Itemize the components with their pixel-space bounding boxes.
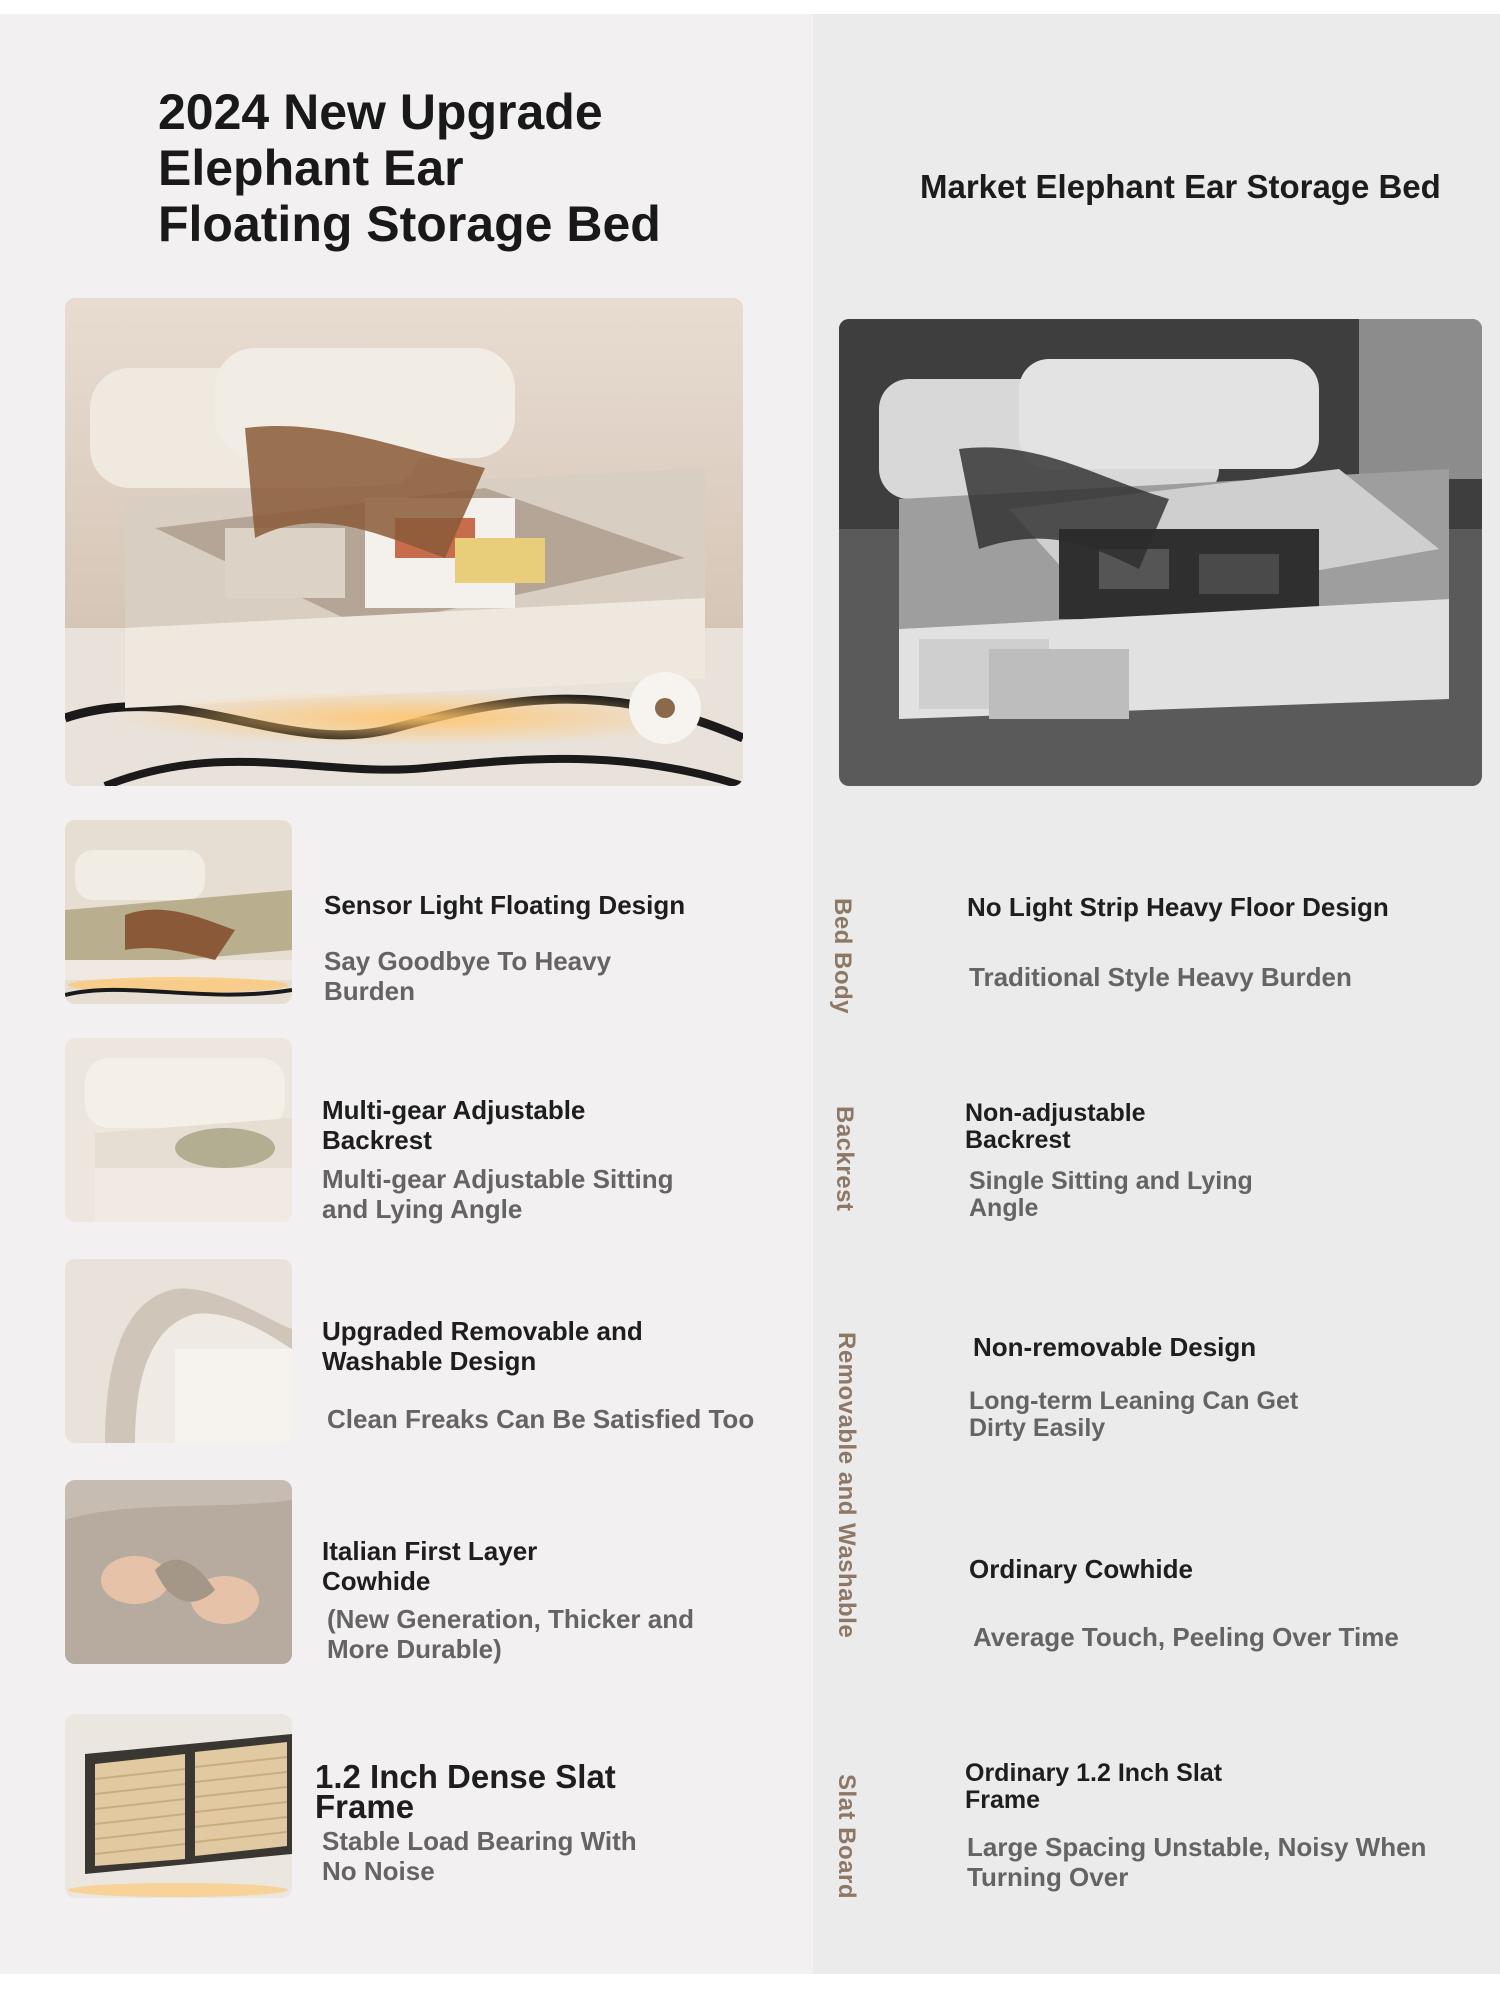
market-feature-title: Ordinary 1.2 Inch Slat Frame (965, 1759, 1223, 1814)
hero-market-bed-image (839, 319, 1482, 786)
market-feature-desc: Traditional Style Heavy Burden (969, 962, 1352, 992)
new-feature-desc: Stable Load Bearing With No Noise (322, 1826, 637, 1886)
hero-new-bed-image (65, 298, 743, 786)
new-feature-desc: Say Goodbye To Heavy Burden (324, 946, 612, 1006)
thumb-leather-cowhide (65, 1480, 292, 1664)
market-feature-title: Non-adjustable Backrest (965, 1099, 1146, 1154)
new-feature-title: Upgraded Removable and Washable Design (322, 1316, 643, 1376)
thumb-floating-bed (65, 820, 292, 1004)
category-label: Slat Board (833, 1774, 860, 1900)
new-feature-title: Italian First Layer Cowhide (322, 1536, 538, 1596)
thumb-slat-frame (65, 1714, 292, 1898)
new-feature-title: Multi-gear Adjustable Backrest (322, 1095, 586, 1155)
market-feature-desc: Average Touch, Peeling Over Time (973, 1622, 1399, 1652)
page-title: 2024 New Upgrade Elephant Ear Floating Storage Bed (158, 84, 661, 252)
market-feature-desc: Single Sitting and Lying Angle (969, 1167, 1253, 1222)
new-feature-desc: Multi-gear Adjustable Sitting and Lying Angle (322, 1164, 674, 1224)
category-label: Bed Body (829, 898, 856, 1015)
thumb-removable-cover (65, 1259, 292, 1443)
new-feature-desc: (New Generation, Thicker and More Durable) (327, 1604, 694, 1664)
new-feature-title: 1.2 Inch Dense Slat Frame (315, 1758, 616, 1825)
market-feature-desc: Long-term Leaning Can Get Dirty Easily (969, 1387, 1299, 1442)
category-label: Removable and Washable (833, 1332, 860, 1639)
market-feature-desc: Large Spacing Unstable, Noisy When Turning Over (967, 1832, 1427, 1892)
market-feature-title: Non-removable Design (973, 1332, 1257, 1362)
thumb-backrest (65, 1038, 292, 1222)
new-feature-title: Sensor Light Floating Design (324, 890, 686, 920)
market-product-panel (813, 14, 1500, 1974)
comparison-page (0, 14, 1500, 1974)
category-label: Backrest (831, 1106, 858, 1212)
new-feature-desc: Clean Freaks Can Be Satisfied Too (327, 1404, 755, 1434)
market-feature-title: Ordinary Cowhide (969, 1554, 1193, 1584)
market-title: Market Elephant Ear Storage Bed (920, 168, 1441, 205)
market-feature-title: No Light Strip Heavy Floor Design (967, 892, 1389, 922)
